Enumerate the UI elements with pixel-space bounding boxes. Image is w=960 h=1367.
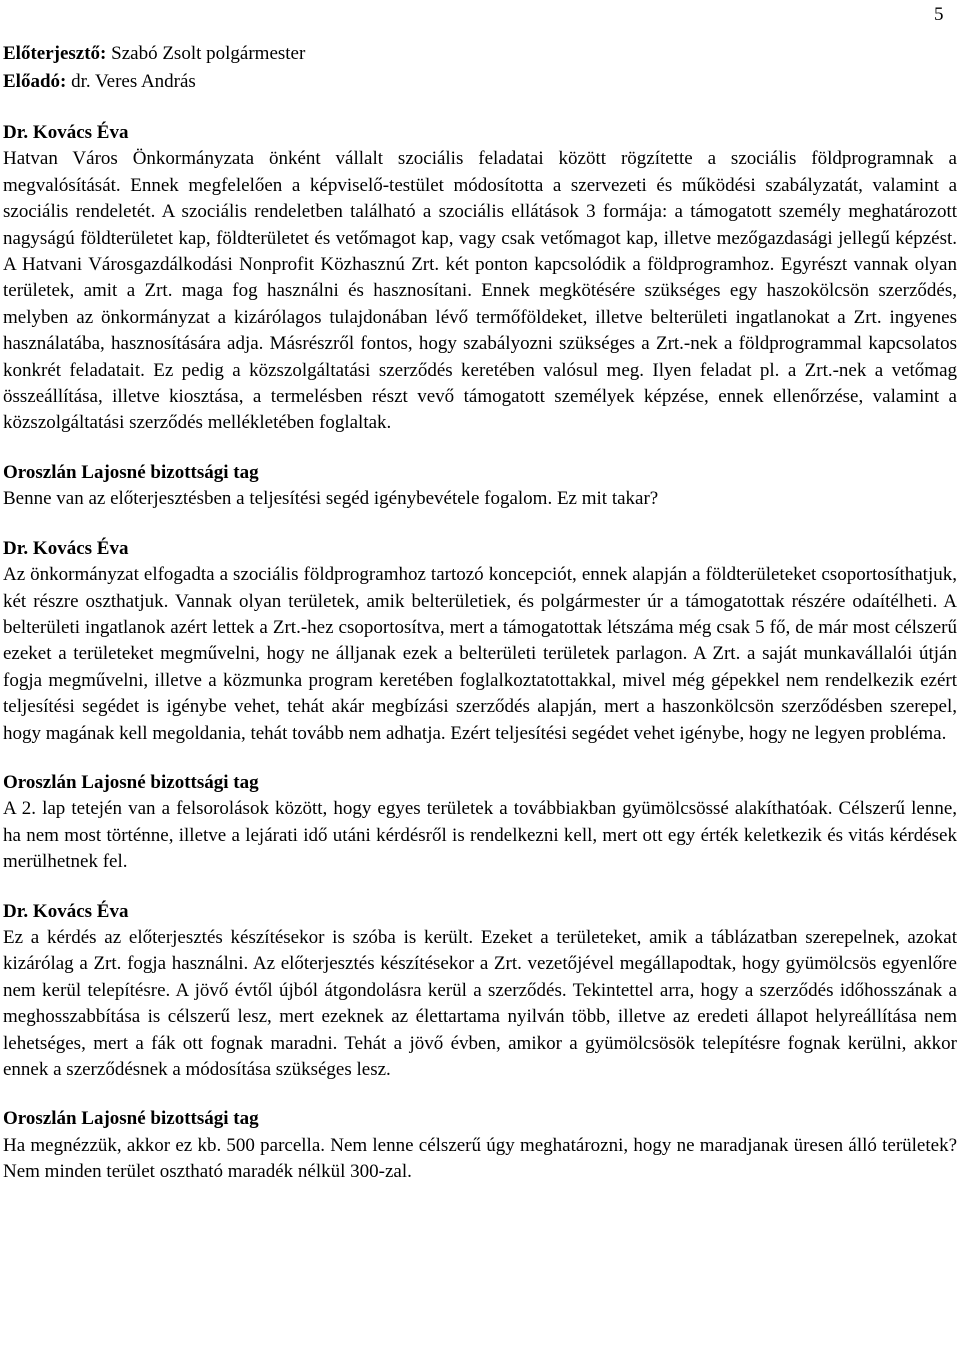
presenter-value: Szabó Zsolt polgármester (106, 43, 306, 64)
speaker-name: Dr. Kovács Éva (3, 537, 129, 559)
speech-block (3, 899, 957, 1084)
speech-text: Ez a kérdés az előterjesztés készítésekor is szóba is került. Ezeket a területeket, amik a táblázatban szerepelnek, azokat kizárólag a Zrt. fogja használni. Az előterjesztés készítésekor a Zrt. vezetőjével megállapodtak, hogy gyümölcsös egyenlőre nem kerül telepítésre. A jövő évtől újból átgondolásra kerül a szerződés. Tekintettel arra, hogy a szerződés időhosszának a meghosszabbítása is célszerű lesz, mert ezeknek az élettartama nyilván több, illetve az eredeti állapot helyreállítása nem lehetséges, mert a fák ott fognak maradni. Tehát a jövő évben, amikor a gyümölcsösök telepítésre fognak kerülni, akkor ennek a szerződésnek a módosítása szükséges lesz. (3, 926, 957, 1080)
speaker-name: Oroszlán Lajosné bizottsági tag (3, 461, 259, 483)
speech-text: Benne van az előterjesztésben a teljesítési segéd igénybevétele fogalom. Ez mit takar? (3, 488, 659, 510)
speaker-name: Oroszlán Lajosné bizottsági tag (3, 771, 259, 793)
speaker-name: Oroszlán Lajosné bizottsági tag (3, 1108, 259, 1130)
speech-text: Ha megnézzük, akkor ez kb. 500 parcella. Nem lenne célszerű úgy meghatározni, hogy ne maradjanak üresen álló területek? Nem minden terület osztható maradék nélkül 300-zal. (3, 1134, 957, 1183)
speech-block (3, 1106, 957, 1185)
speech-text: Az önkormányzat elfogadta a szociális földprogramhoz tartozó koncepciót, ennek alapján a földterületeket csoportosíthatjuk, két részre oszthatjuk. Vannak olyan területek, amik belterületiek, és polgármester úr a támogatottak részére odaítélheti. A belterületi ingatlanok azért lettek a Zrt.-hez csoportosítva, mert a támogatottak létszáma még csak 5 fő, de már most célszerű ezeket a területeket megművelni, hogy ne álljanak ezek a belterületi területek parlagon. A Zrt. a saját munkavállalói útján fogja megművelni, illetve a közmunka program keretében foglalkoztatottakkal, mivel még gépekkel nem rendelkezik ezért teljesítési segédet is igénybe vehet, tehát akár megbízási szerződés alapján, mert a haszonkölcsön szerződésben szerepel, hogy magának kell megoldania, tehát tovább nem adhatja. Ezért teljesítési segédet vehet igénybe, hogy ne legyen probléma. (3, 564, 957, 744)
speech-block (3, 120, 957, 437)
speaker-line (3, 68, 953, 96)
speech-block (3, 770, 957, 876)
speaker-name: Dr. Kovács Éva (3, 900, 129, 922)
speech-text: Hatvan Város Önkormányzata önként vállalt szociális feladatai között rögzítette a szociális földprogramnak a megvalósítását. Ennek megfelelően a képviselő-testület módosította a szervezeti és működési szabályzatát, valamint a szociális rendeletét. A szociális rendeletben található a szociális ellátások 3 formája: a támogatott személy meghatározott nagyságú földterületet kap, földterületet és vetőmagot kap, vagy csak vetőmagot kap, illetve mezőgazdasági jellegű képzést. A Hatvani Városgazdálkodási Nonprofit Közhasznú Zrt. két ponton kapcsolódik a földprogramhoz. Egyrészt vannak olyan területek, amit a Zrt. maga fog használni és hasznosítani. Ennek megkötésére szükséges egy haszokölcsön szerződés, melyben az önkormányzat a kizárólagos tulajdonában lévő termőföldeket, illetve belterületi ingatlanokat a Zrt. ingyenes használatába, hasznosítására adja. Másrészről fontos, hogy szabályozni szükséges a Zrt.-nek a földprogrammal kapcsolatos konkrét feladatait. Ez pedig a közszolgáltatási szerződés keretében valósul meg. Ilyen feladat pl. a Zrt.-nek a vetőmag összeállítása, illetve kiosztása, a termelésben részt vevő támogatott személyek képzése, ennek ellenőrzése, valamint a közszolgáltatási szerződés mellékletében foglaltak. (3, 148, 957, 434)
speaker-label: Előadó: (3, 71, 67, 92)
speaker-name: Dr. Kovács Éva (3, 122, 129, 143)
document-header (3, 40, 953, 96)
speech-block (3, 460, 957, 513)
minutes-body (3, 120, 957, 1209)
speaker-value: dr. Veres András (66, 71, 196, 92)
presenter-line (3, 40, 953, 68)
presenter-label: Előterjesztő: (3, 43, 107, 64)
speech-text: A 2. lap tetején van a felsorolások között, hogy egyes területek a továbbiakban gyümölcsössé alakíthatóak. Célszerű lenne, ha nem most történne, illetve a lejárati idő utáni kérdésről is rendelkezni kell, mert ott egy érték keletkezik és vitás kérdések merülhetnek fel. (3, 798, 957, 873)
speech-block (3, 536, 957, 747)
page-number: 5 (934, 4, 944, 25)
